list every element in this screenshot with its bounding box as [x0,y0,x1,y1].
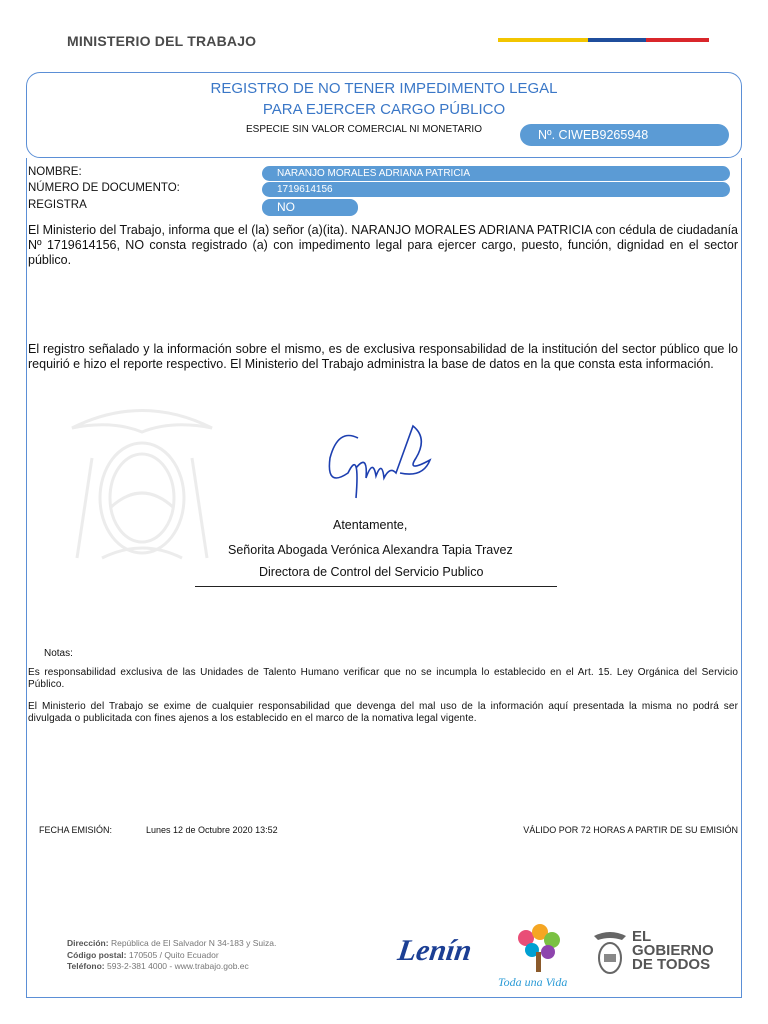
document-title-line1: REGISTRO DE NO TENER IMPEDIMENTO LEGAL [210,80,558,97]
note-1: Es responsabilidad exclusiva de las Unidades de Talento Humano verificar que no se incumpla lo establecido en el Art. 15. Ley Orgánica del Servicio Público. [28,667,738,690]
emission-date: Lunes 12 de Octubre 2020 13:52 [146,825,278,835]
phone-label: Teléfono: [67,961,105,971]
toda-una-vida-logo: Toda una Vida [498,975,568,989]
statement-paragraph: El Ministerio del Trabajo, informa que el (la) señor (a)(ita). NARANJO MORALES ADRIANA PATRICIA con cédula de ciudadanía Nº 1719614156, NO consta registrado (a) con impedimento legal para ejercer cargo, puesto, función, dignidad en el sector público. [28,223,738,267]
registra-value: NO [262,199,358,216]
gobierno-logo-line2: GOBIERNO [632,942,714,959]
responsibility-paragraph: El registro señalado y la información sobre el mismo, es de exclusiva responsabilidad de la institución del sector público que lo requirió e hizo el reporte respectivo. El Ministerio del Trabajo administra la base de datos en la que consta esta información. [28,342,738,371]
registra-label: REGISTRA [28,199,87,211]
note-2: El Ministerio del Trabajo se exime de cualquier responsabilidad que devenga del mal uso de la información aquí presentada la misma no podrá ser divulgada o publicitada con fines ajenos a los establecido en el marco de la nomativa legal vigente. [28,701,738,724]
validity-text: VÁLIDO POR 72 HORAS A PARTIR DE SU EMISIÓN [523,825,738,835]
flag-stripe [498,38,709,42]
toda-una-vida-tree-icon [508,922,568,974]
signer-position: Directora de Control del Servicio Publico [259,565,484,579]
closing-text: Atentamente, [333,518,408,532]
certificate-number-badge: Nº. CIWEB9265948 [520,124,729,146]
postal-label: Código postal: [67,949,127,960]
signature-scribble [318,418,438,513]
footer-address [67,938,276,973]
coat-of-arms-watermark [52,398,232,568]
document-subtitle: ESPECIE SIN VALOR COMERCIAL NI MONETARIO [246,124,482,135]
address-label: Dirección: [67,938,109,948]
document-number-value: 1719614156 [262,182,730,197]
gobierno-logo-line3: DE TODOS [632,956,711,973]
gobierno-logo-line1: EL [632,928,652,945]
signature-line [195,586,557,587]
phone-value: 593-2-381 4000 - www.trabajo.gob.ec [107,961,249,971]
lenin-logo: Lenín [395,934,474,967]
notes-heading: Notas: [44,648,73,659]
name-label: NOMBRE: [28,166,82,178]
document-number-label: NÚMERO DE DOCUMENTO: [28,182,180,194]
gobierno-de-todos-logo [632,930,714,972]
signer-name: Señorita Abogada Verónica Alexandra Tapia Travez [228,543,513,557]
document-title-line2: PARA EJERCER CARGO PÚBLICO [262,101,506,118]
address-value: República de El Salvador N 34-183 y Suiza. [110,938,277,948]
gobierno-shield-icon [592,930,628,976]
emission-label: FECHA EMISIÓN: [39,825,113,835]
ministry-name: MINISTERIO DEL TRABAJO [67,33,257,49]
name-value: NARANJO MORALES ADRIANA PATRICIA [262,166,730,181]
postal-value: 170505 / Quito Ecuador [128,949,219,960]
